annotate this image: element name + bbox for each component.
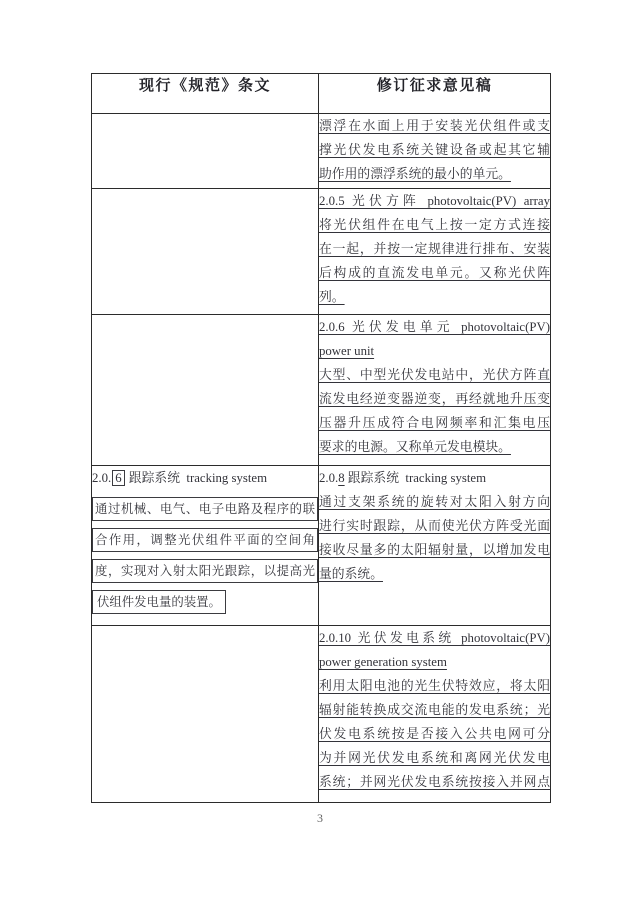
- deleted-text-line: 合作用，调整光伏组件平面的空间角: [92, 528, 318, 552]
- text-line: 进行实时跟踪，从而使光伏方阵受光面: [319, 519, 550, 533]
- text-line: 漂浮在水面上用于安装光伏组件或支: [319, 119, 550, 133]
- column-header-revised-draft: 修订征求意见稿: [319, 74, 551, 114]
- table-row: [92, 189, 551, 315]
- clause-title: 跟踪系统 tracking system: [344, 471, 487, 485]
- text-line: 为并网光伏发电系统和离网光伏发电: [319, 751, 550, 765]
- cell-current-empty-1: [92, 114, 319, 189]
- clause-number-prefix: 2.0.: [92, 471, 112, 485]
- cell-revised-3: [319, 315, 551, 466]
- cell-current-empty-3: [92, 315, 319, 466]
- page-number: 3: [317, 811, 323, 825]
- text-line: 大型、中型光伏发电站中，光伏方阵直: [319, 368, 550, 382]
- text-line: 助作用的漂浮系统的最小的单元。: [319, 167, 511, 181]
- table-row: [92, 114, 551, 189]
- text-line: 压器升压成符合电网频率和汇集电压: [319, 416, 550, 430]
- table-row: [92, 466, 551, 626]
- text-line: 撑光伏发电系统关键设备或起其它辅: [319, 143, 550, 157]
- deleted-text-line: 度，实现对入射太阳光跟踪，以提高光: [92, 559, 318, 583]
- clause-heading-line: power generation system: [319, 655, 447, 669]
- table-row: [92, 626, 551, 803]
- cell-revised-2: [319, 189, 551, 315]
- deleted-text-line: 通过机械、电气、电子电路及程序的联: [92, 497, 318, 521]
- cell-revised-1: [319, 114, 551, 189]
- deleted-digit-box: 6: [112, 470, 124, 486]
- cell-current-empty-2: [92, 189, 319, 315]
- text-line: 后构成的直流发电单元。又称光伏阵: [319, 266, 550, 280]
- text-line: 量的系统。: [319, 567, 383, 581]
- text-line: 伏发电系统按是否接入公共电网可分: [319, 727, 550, 741]
- table-row: [92, 315, 551, 466]
- text-line: 通过支架系统的旋转对太阳入射方向: [319, 495, 550, 509]
- clause-heading-line: 2.0.5 光伏方阵 photovoltaic(PV) array: [319, 194, 550, 208]
- deleted-text-line: 伏组件发电量的装置。: [92, 590, 226, 614]
- text-line: 利用太阳电池的光生伏特效应，将太阳: [319, 679, 550, 693]
- text-line: 流发电经逆变器逆变，再经就地升压变: [319, 392, 550, 406]
- cell-current-empty-5: [92, 626, 319, 803]
- text-line: 要求的电源。又称单元发电模块。: [319, 440, 511, 454]
- clause-heading-line: 2.0.10 光伏发电系统 photovoltaic(PV): [319, 631, 550, 645]
- inserted-digit: 8: [338, 471, 345, 485]
- cell-current-4: [92, 466, 319, 626]
- cell-revised-4: [319, 466, 551, 626]
- text-line: 辐射能转换成交流电能的发电系统；光: [319, 703, 550, 717]
- text-line: 将光伏组件在电气上按一定方式连接: [319, 218, 550, 232]
- clause-heading-line: 2.0.6 光伏发电单元 photovoltaic(PV): [319, 320, 550, 334]
- clause-number-prefix: 2.0.: [319, 471, 339, 485]
- cell-revised-5: [319, 626, 551, 803]
- text-line: 列。: [319, 290, 345, 304]
- text-line: 系统；并网光伏发电系统按接入并网点: [319, 775, 550, 789]
- column-header-current-code: 现行《规范》条文: [92, 74, 319, 114]
- text-line: 接收尽量多的太阳辐射量，以增加发电: [319, 543, 550, 557]
- clause-heading-line: power unit: [319, 344, 375, 358]
- clause-heading-line: [319, 466, 550, 490]
- table-header-row: [92, 74, 551, 114]
- revision-comparison-table: [91, 73, 551, 803]
- text-line: 在一起，并按一定规律进行排布、安装: [319, 242, 550, 256]
- clause-heading-line: [92, 466, 318, 490]
- clause-title: 跟踪系统 tracking system: [125, 471, 268, 485]
